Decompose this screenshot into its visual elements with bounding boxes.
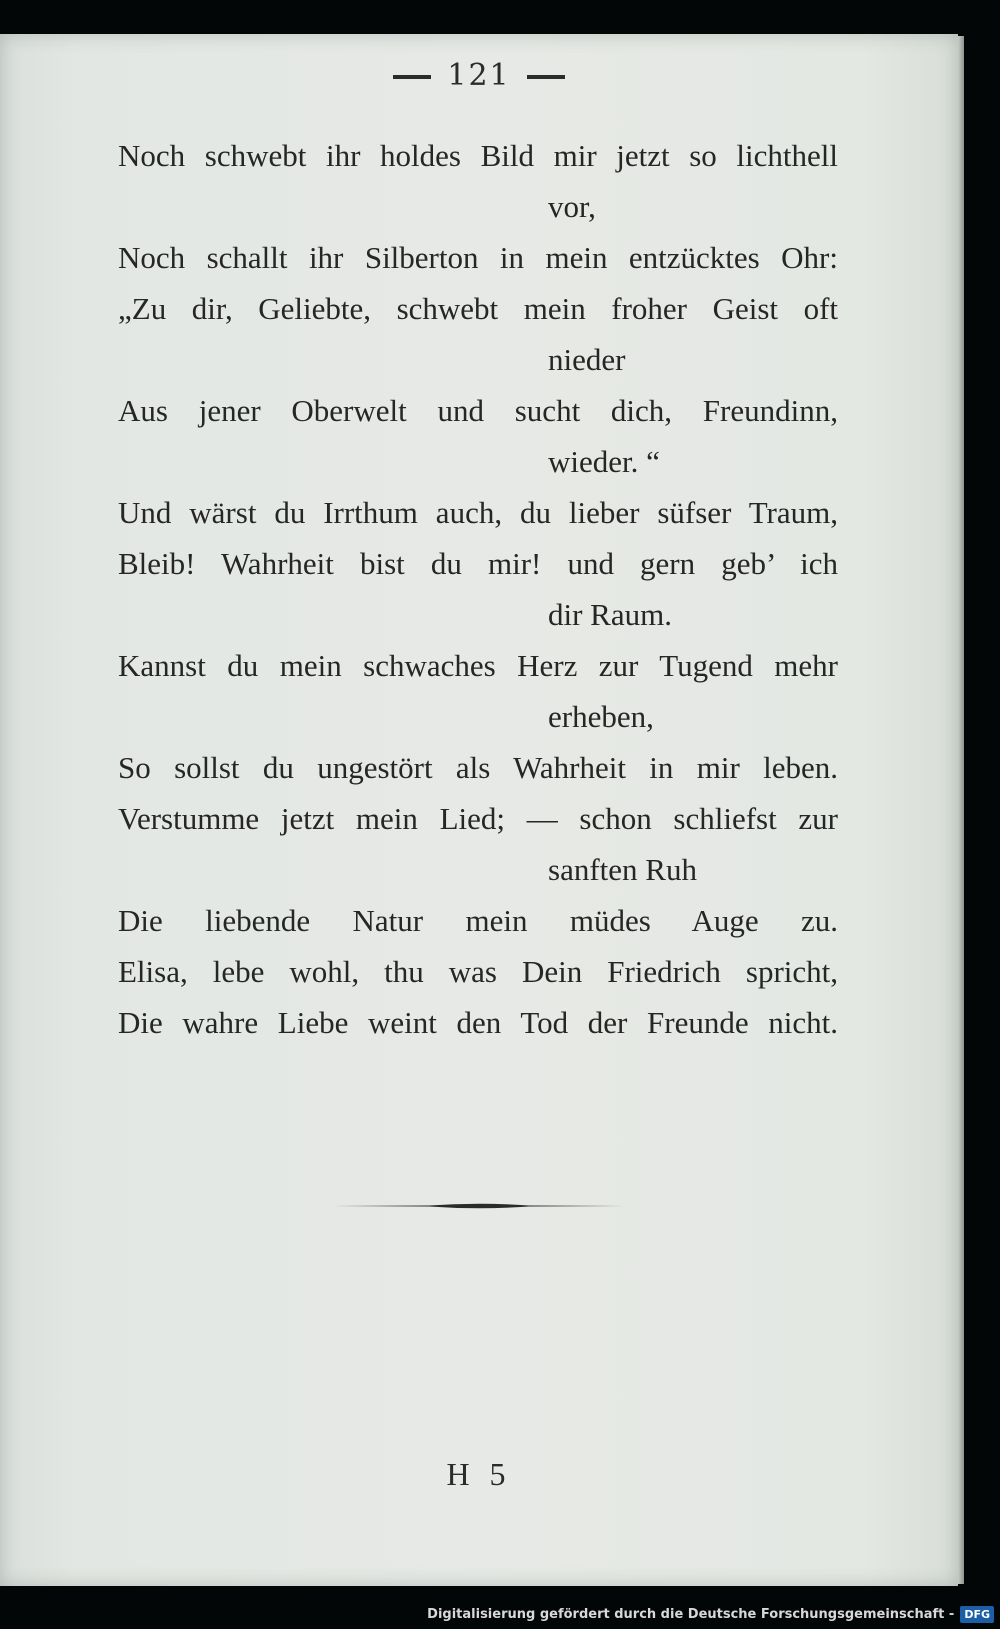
poem-line-continuation: nieder — [548, 342, 626, 377]
poem-line: Aus jener Oberwelt und sucht dich, Freundinn, — [118, 393, 838, 428]
digitization-footer — [427, 1603, 994, 1625]
header-dash-left — [393, 75, 431, 79]
poem-line-continuation: sanften Ruh — [548, 852, 697, 887]
footer-credit: Digitalisierung gefördert durch die Deutsche Forschungsgemeinschaft - — [427, 1606, 955, 1622]
poem-line: Kannst du mein schwaches Herz zur Tugend mehr — [118, 648, 838, 683]
poem-line: Elisa, lebe wohl, thu was Dein Friedrich spricht, — [118, 954, 838, 989]
page-edge — [958, 36, 964, 1584]
poem-line: Bleib! Wahrheit bist du mir! und gern geb’ ich — [118, 546, 838, 581]
page-header — [0, 58, 958, 93]
poem-line-continuation: wieder. “ — [548, 444, 660, 479]
end-ornament — [334, 1201, 624, 1211]
poem-line: Noch schwebt ihr holdes Bild mir jetzt so lichthell — [118, 138, 838, 173]
poem-line-continuation: dir Raum. — [548, 597, 672, 632]
signature-mark: H 5 — [446, 1456, 512, 1492]
header-dash-right — [527, 75, 565, 79]
poem-line-continuation: erheben, — [548, 699, 654, 734]
poem-text — [118, 130, 838, 1048]
poem-line: Die wahre Liebe weint den Tod der Freunde nicht. — [118, 1005, 838, 1040]
poem-line-continuation: vor, — [548, 189, 596, 224]
poem-line: „Zu dir, Geliebte, schwebt mein froher Geist oft — [118, 291, 838, 326]
poem-line: Die liebende Natur mein müdes Auge zu. — [118, 903, 838, 938]
poem-line: So sollst du ungestört als Wahrheit in mir leben. — [118, 750, 838, 785]
dfg-logo: DFG — [960, 1606, 994, 1623]
poem-line: Noch schallt ihr Silberton in mein entzücktes Ohr: — [118, 240, 838, 275]
poem-line: Und wärst du Irrthum auch, du lieber süfser Traum, — [118, 495, 838, 530]
poem-line: Verstumme jetzt mein Lied; — schon schliefst zur — [118, 801, 838, 836]
page-number: 121 — [447, 58, 511, 93]
